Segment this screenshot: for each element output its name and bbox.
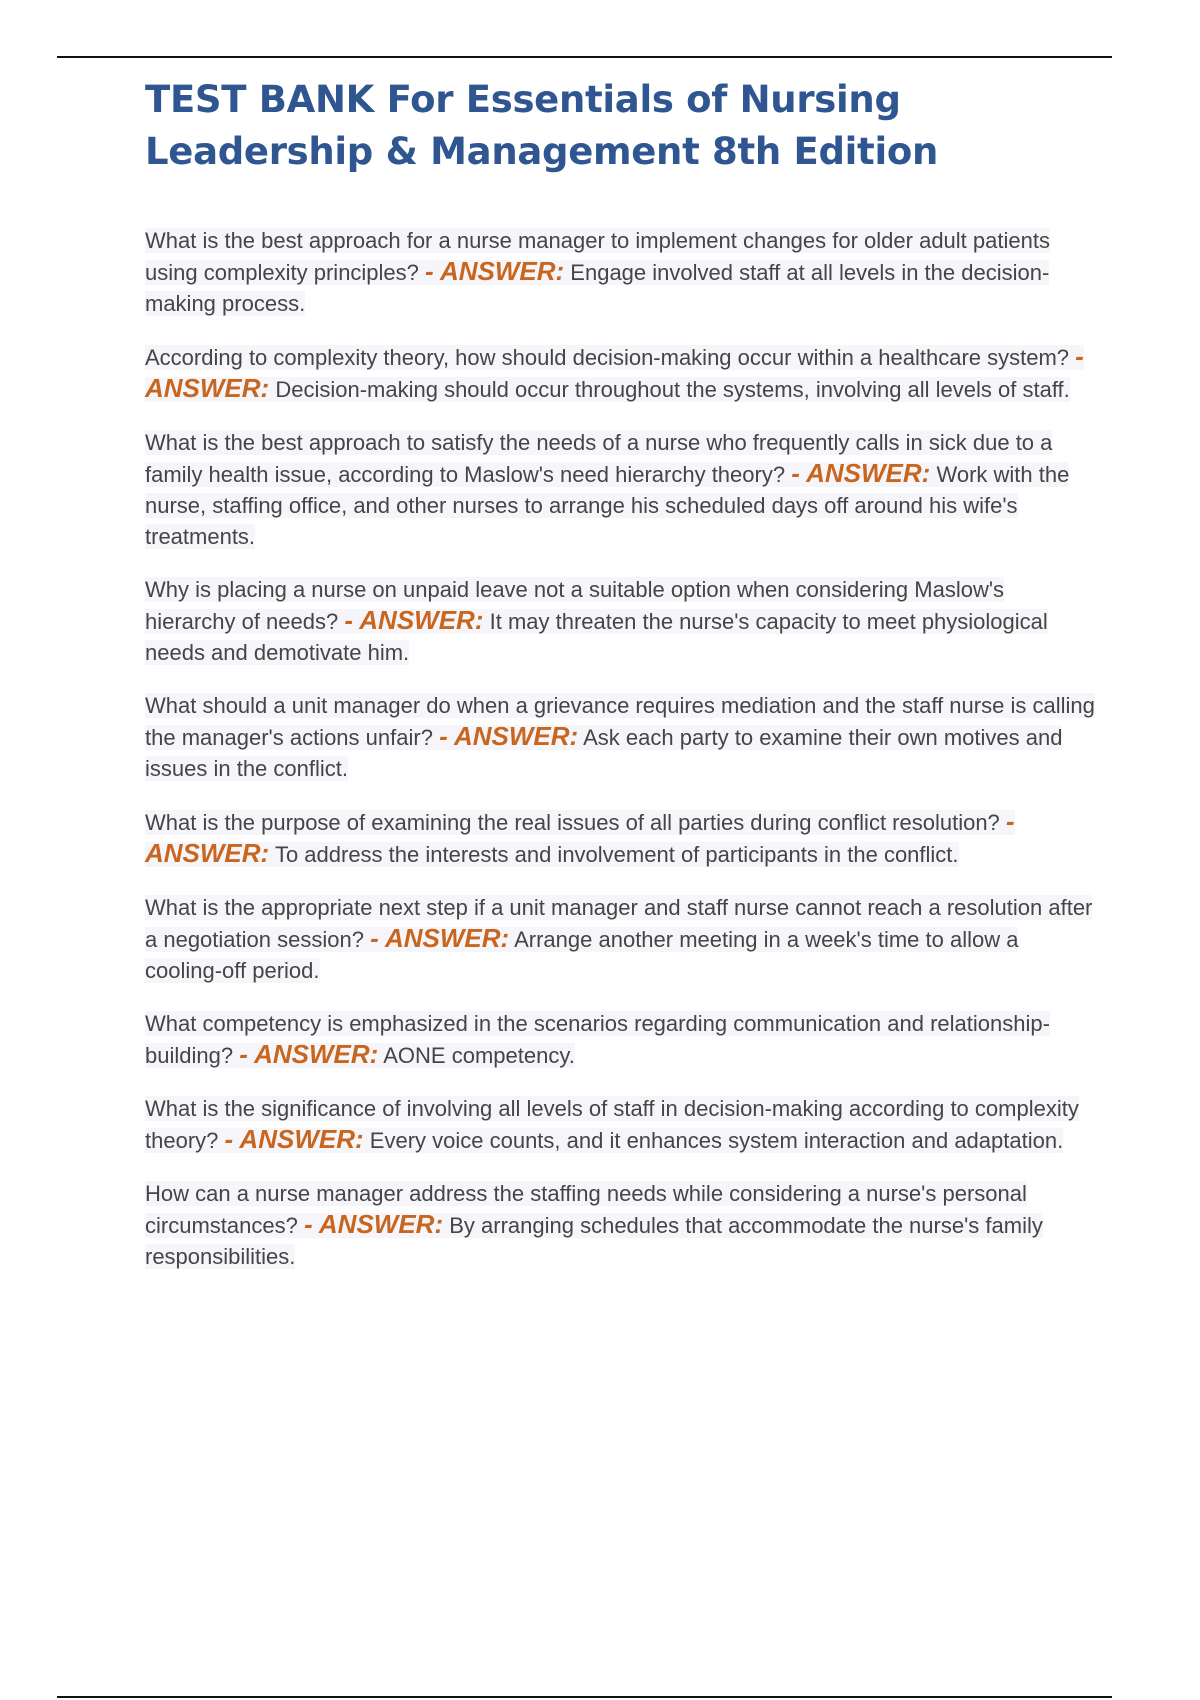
question-text: What is the purpose of examining the real issues of all parties during conflict resolution? bbox=[145, 810, 1000, 835]
answer-text: Every voice counts, and it enhances system interaction and adaptation. bbox=[369, 1128, 1064, 1153]
answer-tag: - ANSWER: bbox=[439, 721, 579, 751]
answer-tag: - ANSWER: bbox=[145, 341, 1084, 403]
answer-tag: - ANSWER: bbox=[425, 256, 565, 286]
qa-item bbox=[145, 225, 1095, 319]
answer-tag: - ANSWER: bbox=[344, 605, 484, 635]
qa-item bbox=[145, 341, 1095, 405]
answer-text: Arrange another meeting in a week's time to allow a cooling-off period. bbox=[145, 927, 1019, 983]
answer-text: Work with the nurse, staffing office, and other nurses to arrange his scheduled days off around his wife's treatments. bbox=[145, 462, 1070, 549]
page-title: TEST BANK For Essentials of Nursing Leadership & Management 8th Edition bbox=[145, 78, 938, 173]
qa-item bbox=[145, 892, 1095, 986]
qa-item bbox=[145, 690, 1095, 784]
question-text: What is the significance of involving all levels of staff in decision-making according to complexity theory? bbox=[145, 1096, 1079, 1153]
bottom-rule bbox=[57, 1696, 1112, 1698]
question-text: What competency is emphasized in the scenarios regarding communication and relationship-building? bbox=[145, 1011, 1050, 1068]
answer-tag: - ANSWER: bbox=[224, 1124, 364, 1154]
answer-tag: - ANSWER: bbox=[145, 806, 1015, 868]
qa-list bbox=[145, 225, 1095, 1294]
answer-tag: - ANSWER: bbox=[239, 1039, 379, 1069]
answer-tag: - ANSWER: bbox=[303, 1209, 444, 1239]
qa-item bbox=[145, 574, 1095, 668]
question-text: What should a unit manager do when a grievance requires mediation and the staff nurse is calling the manager's actions unfair? bbox=[145, 693, 1095, 750]
question-text: According to complexity theory, how should decision-making occur within a healthcare system? bbox=[145, 345, 1070, 370]
top-rule bbox=[57, 56, 1112, 58]
qa-item bbox=[145, 1008, 1095, 1071]
question-text: How can a nurse manager address the staffing needs while considering a nurse's personal circumstances? bbox=[145, 1181, 1027, 1238]
answer-tag: - ANSWER: bbox=[370, 923, 510, 953]
answer-text: AONE competency. bbox=[383, 1043, 575, 1068]
answer-text: Decision-making should occur throughout the systems, involving all levels of staff. bbox=[275, 377, 1070, 402]
answer-tag: - ANSWER: bbox=[791, 458, 931, 488]
qa-item bbox=[145, 806, 1095, 870]
question-text: Why is placing a nurse on unpaid leave not a suitable option when considering Maslow's hierarchy of needs? bbox=[145, 577, 1005, 634]
answer-text: Engage involved staff at all levels in the decision-making process. bbox=[145, 260, 1050, 316]
answer-text: To address the interests and involvement of participants in the conflict. bbox=[274, 842, 959, 867]
qa-item bbox=[145, 1093, 1095, 1156]
question-text: What is the best approach for a nurse manager to implement changes for older adult patients using complexity principles? bbox=[145, 228, 1050, 285]
answer-text: It may threaten the nurse's capacity to meet physiological needs and demotivate him. bbox=[145, 609, 1048, 665]
answer-text: By arranging schedules that accommodate the nurse's family responsibilities. bbox=[145, 1213, 1043, 1269]
question-text: What is the best approach to satisfy the needs of a nurse who frequently calls in sick due to a family health issue, according to Maslow's need hierarchy theory? bbox=[145, 430, 1053, 487]
question-text: What is the appropriate next step if a unit manager and staff nurse cannot reach a resolution after a negotiation session? bbox=[145, 895, 1093, 952]
qa-item bbox=[145, 427, 1095, 552]
qa-item bbox=[145, 1178, 1095, 1272]
answer-text: Ask each party to examine their own motives and issues in the conflict. bbox=[145, 725, 1063, 781]
